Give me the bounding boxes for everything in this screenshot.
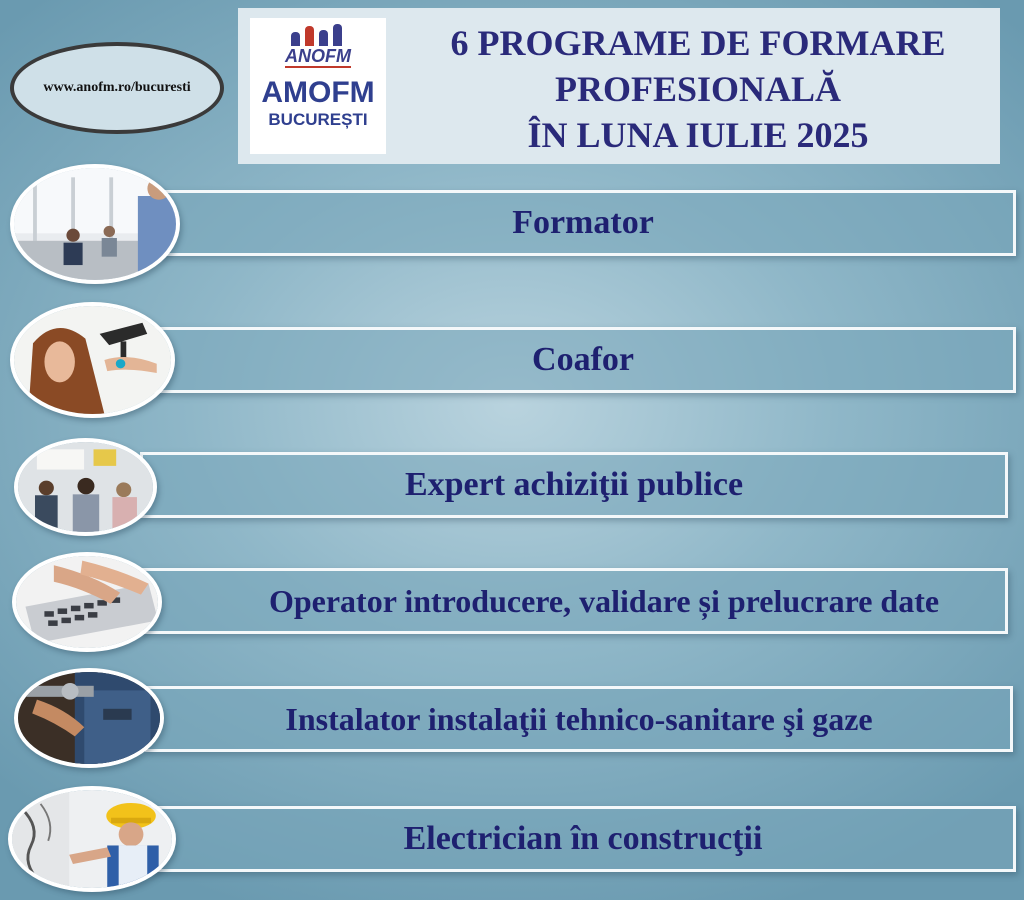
program-label: Formator xyxy=(512,204,654,241)
amofm-logo xyxy=(250,18,386,154)
program-label: Instalator instalaţii tehnico-sanitare şi gaze xyxy=(285,700,873,737)
program-instalator-bar[interactable] xyxy=(145,686,1013,752)
electrician-photo xyxy=(8,786,176,892)
program-label: Expert achiziţii publice xyxy=(404,466,744,503)
program-label: Electrician în construcţii xyxy=(403,820,763,857)
website-url-oval[interactable] xyxy=(10,42,224,134)
program-label: Operator introducere, validare și prelucrare date xyxy=(268,582,940,619)
program-expert-achizitii-bar[interactable] xyxy=(140,452,1008,518)
meeting-room-photo xyxy=(10,164,180,284)
logo-bucuresti-text: BUCUREȘTI xyxy=(268,110,368,129)
page-title xyxy=(398,20,998,158)
title-line-1: 6 PROGRAME DE FORMARE xyxy=(450,23,946,63)
website-url[interactable]: www.anofm.ro/bucuresti xyxy=(43,80,191,95)
program-formator-bar[interactable] xyxy=(150,190,1016,256)
header-banner xyxy=(238,8,1000,164)
classroom-photo xyxy=(14,438,157,536)
logo-anofm-text: ANOFM xyxy=(285,46,351,66)
program-label: Coafor xyxy=(532,341,634,378)
logo-amofm-text: AMOFM xyxy=(261,76,375,109)
hairdresser-photo xyxy=(10,302,175,418)
program-operator-date-bar[interactable] xyxy=(140,568,1008,634)
program-coafor-bar[interactable] xyxy=(150,327,1016,393)
title-line-3: ÎN LUNA IULIE 2025 xyxy=(527,115,869,155)
title-line-2: PROFESIONALĂ xyxy=(554,69,842,109)
keyboard-typing-photo xyxy=(12,552,162,652)
program-electrician-bar[interactable] xyxy=(150,806,1016,872)
people-figures-icon xyxy=(283,24,353,46)
plumber-photo xyxy=(14,668,164,768)
